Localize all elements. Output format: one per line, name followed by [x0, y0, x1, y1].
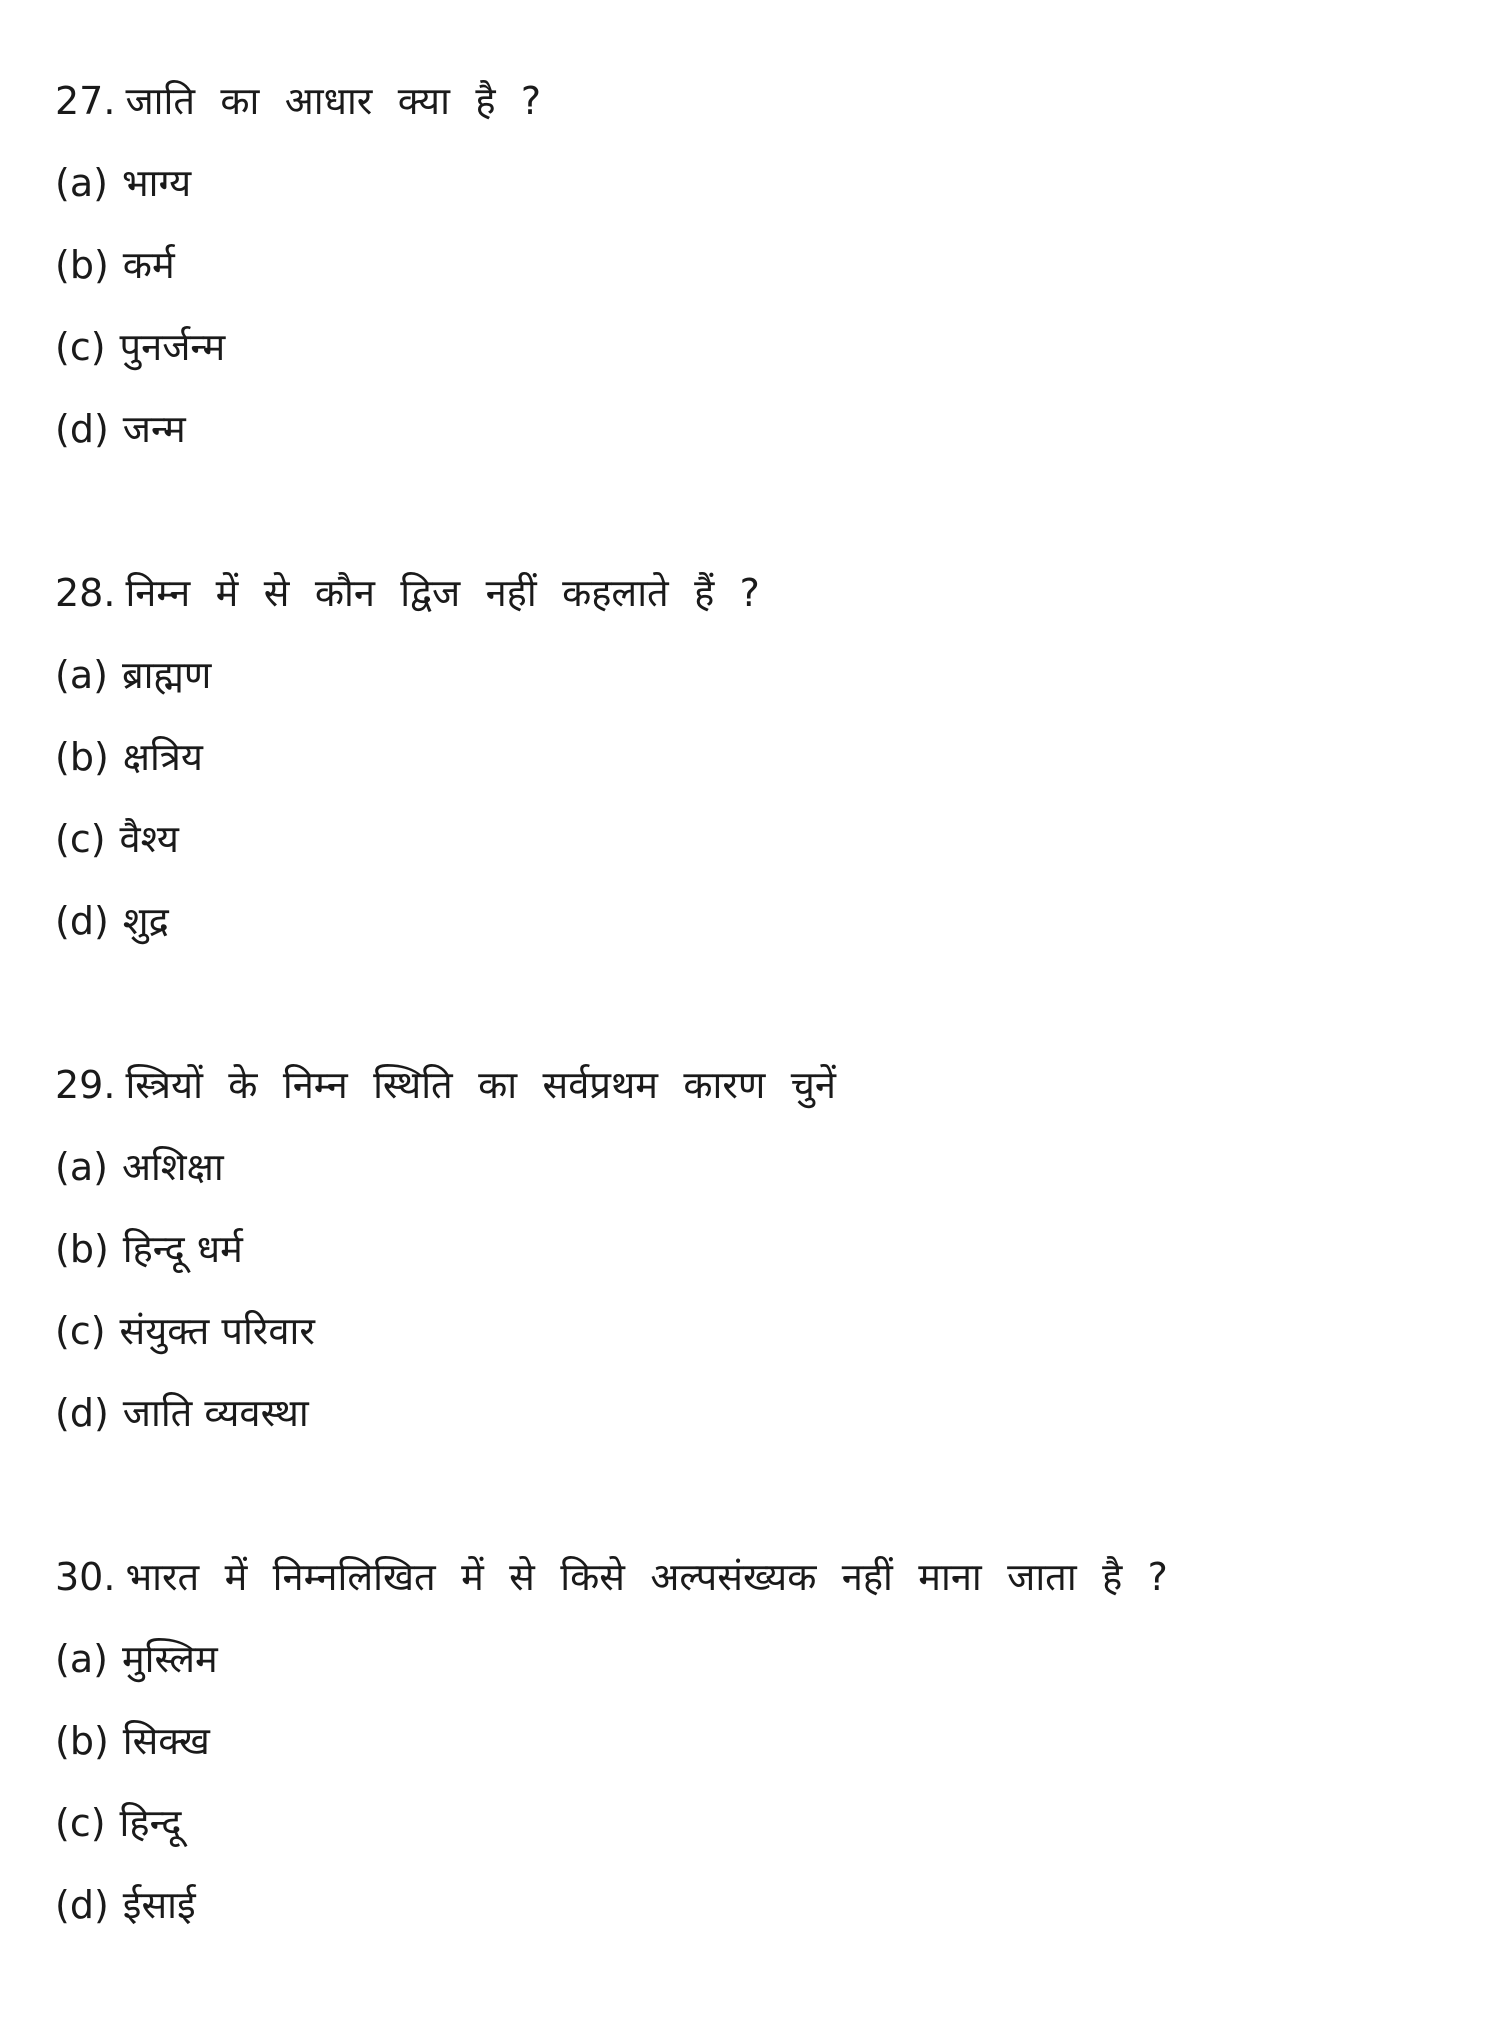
question-stem: भारत में निम्नलिखित में से किसे अल्पसंख्यक नहीं माना जाता है ? — [125, 1555, 1168, 1599]
question-number: 27. — [55, 79, 116, 123]
option-item — [55, 1126, 1168, 1208]
option-text: ईसाई — [122, 1883, 196, 1927]
option-text: शुद्र — [122, 899, 169, 943]
option-label: (d) — [55, 1391, 109, 1435]
question-text — [55, 1536, 1168, 1618]
option-item — [55, 716, 1168, 798]
option-text: हिन्दू धर्म — [122, 1227, 243, 1271]
option-text: पुनर्जन्म — [119, 325, 226, 369]
question-number: 30. — [55, 1555, 116, 1599]
question-block — [55, 1536, 1168, 1946]
option-label: (c) — [55, 325, 106, 369]
option-label: (a) — [55, 161, 108, 205]
question-number: 28. — [55, 571, 116, 615]
option-label: (c) — [55, 817, 106, 861]
option-label: (c) — [55, 1801, 106, 1845]
option-text: हिन्दू — [119, 1801, 182, 1845]
question-block — [55, 60, 1168, 470]
option-text: अशिक्षा — [121, 1145, 224, 1189]
question-number: 29. — [55, 1063, 116, 1107]
question-text — [55, 1044, 1168, 1126]
option-item — [55, 388, 1168, 470]
option-text: ब्राह्मण — [121, 653, 212, 697]
option-item — [55, 880, 1168, 962]
option-text: क्षत्रिय — [122, 735, 203, 779]
option-text: वैश्य — [119, 817, 179, 861]
option-item — [55, 1864, 1168, 1946]
option-text: जाति व्यवस्था — [122, 1391, 309, 1435]
option-item — [55, 224, 1168, 306]
option-label: (b) — [55, 1719, 109, 1763]
question-text — [55, 60, 1168, 142]
option-item — [55, 798, 1168, 880]
option-text: मुस्लिम — [121, 1637, 218, 1681]
option-text: कर्म — [122, 243, 175, 287]
option-item — [55, 1782, 1168, 1864]
question-block — [55, 1044, 1168, 1454]
option-item — [55, 1290, 1168, 1372]
option-label: (a) — [55, 653, 108, 697]
option-label: (b) — [55, 243, 109, 287]
option-item — [55, 1372, 1168, 1454]
question-stem: जाति का आधार क्या है ? — [125, 79, 542, 123]
option-label: (d) — [55, 1883, 109, 1927]
option-label: (d) — [55, 407, 109, 451]
question-stem: स्त्रियों के निम्न स्थिति का सर्वप्रथम कारण चुनें — [125, 1063, 836, 1107]
option-label: (a) — [55, 1637, 108, 1681]
option-label: (a) — [55, 1145, 108, 1189]
option-item — [55, 1618, 1168, 1700]
option-text: जन्म — [122, 407, 186, 451]
option-item — [55, 306, 1168, 388]
option-text: संयुक्त परिवार — [119, 1309, 315, 1353]
option-text: भाग्य — [121, 161, 192, 205]
option-text: सिक्ख — [122, 1719, 210, 1763]
question-document — [55, 60, 1168, 2028]
option-label: (c) — [55, 1309, 106, 1353]
option-item — [55, 142, 1168, 224]
question-text — [55, 552, 1168, 634]
question-stem: निम्न में से कौन द्विज नहीं कहलाते हैं ? — [125, 571, 760, 615]
option-label: (d) — [55, 899, 109, 943]
option-item — [55, 634, 1168, 716]
option-label: (b) — [55, 1227, 109, 1271]
option-item — [55, 1208, 1168, 1290]
option-item — [55, 1700, 1168, 1782]
option-label: (b) — [55, 735, 109, 779]
question-block — [55, 552, 1168, 962]
